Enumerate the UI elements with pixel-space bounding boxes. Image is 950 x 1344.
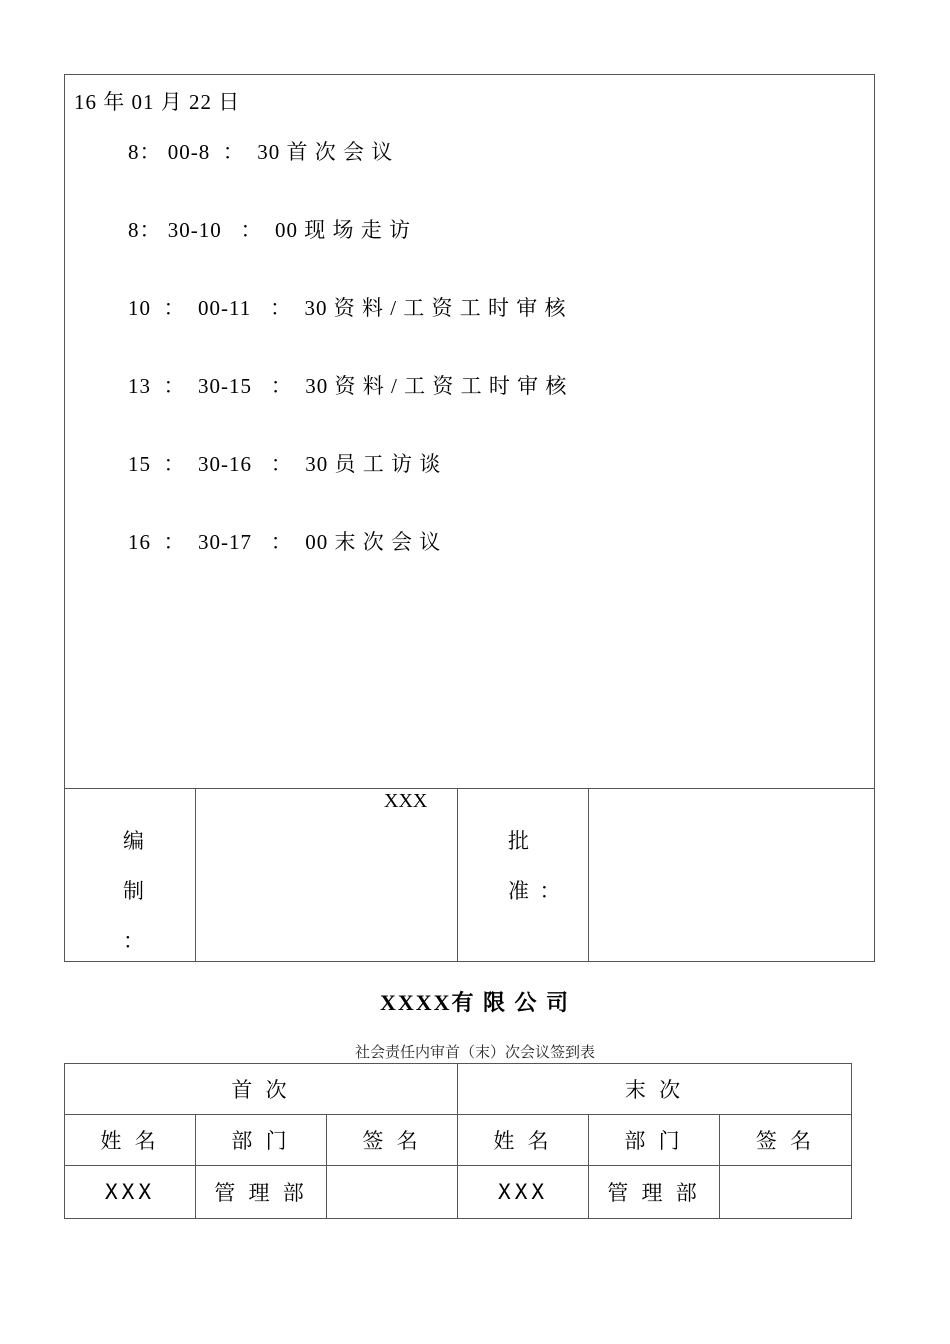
approval-row-divider (64, 788, 875, 789)
approval-col-divider-1 (195, 788, 196, 962)
schedule-item-4: 13 ： 30-15 ： 30 资 料 / 工 资 工 时 审 核 (128, 374, 568, 398)
agenda-frame (64, 74, 875, 962)
cell-name-last: XXX (458, 1166, 589, 1219)
approved-label-char-2: 准 ： (508, 879, 561, 903)
prepared-by-value: XXX (384, 790, 428, 812)
col-dept-last: 部 门 (589, 1115, 720, 1166)
table-row (65, 1166, 852, 1219)
prepared-label-char-2: 制 (123, 879, 144, 903)
last-meeting-header: 末 次 (458, 1064, 852, 1115)
schedule-item-2: 8： 30-10 ： 00 现 场 走 访 (128, 218, 411, 242)
schedule-item-5: 15 ： 30-16 ： 30 员 工 访 谈 (128, 452, 442, 476)
cell-dept-last: 管 理 部 (589, 1166, 720, 1219)
company-name: XXXX有 限 公 司 (379, 990, 571, 1015)
schedule-item-1: 8： 00-8 ： 30 首 次 会 议 (128, 140, 394, 164)
sign-in-table (64, 1063, 852, 1219)
col-signature-last: 签 名 (720, 1115, 852, 1166)
col-name-last: 姓 名 (458, 1115, 589, 1166)
approval-col-divider-3 (588, 788, 589, 962)
cell-signature-last[interactable] (720, 1166, 852, 1219)
col-dept-first: 部 门 (196, 1115, 327, 1166)
form-subtitle: 社会责任内审首（末）次会议签到表 (354, 1045, 595, 1061)
prepared-label-char-1: 编 (123, 829, 144, 853)
col-signature-first: 签 名 (327, 1115, 458, 1166)
cell-dept-first: 管 理 部 (196, 1166, 327, 1219)
cell-signature-first[interactable] (327, 1166, 458, 1219)
schedule-item-6: 16 ： 30-17 ： 00 末 次 会 议 (128, 530, 442, 554)
meeting-date: 16 年 01 月 22 日 (74, 90, 241, 114)
first-meeting-header: 首 次 (65, 1064, 458, 1115)
cell-name-first: XXX (65, 1166, 196, 1219)
col-name-first: 姓 名 (65, 1115, 196, 1166)
approved-label-char-1: 批 (508, 829, 529, 853)
schedule-item-3: 10 ： 00-11 ： 30 资 料 / 工 资 工 时 审 核 (128, 296, 567, 320)
approval-col-divider-2 (457, 788, 458, 962)
prepared-label-char-3: ： (123, 929, 144, 953)
